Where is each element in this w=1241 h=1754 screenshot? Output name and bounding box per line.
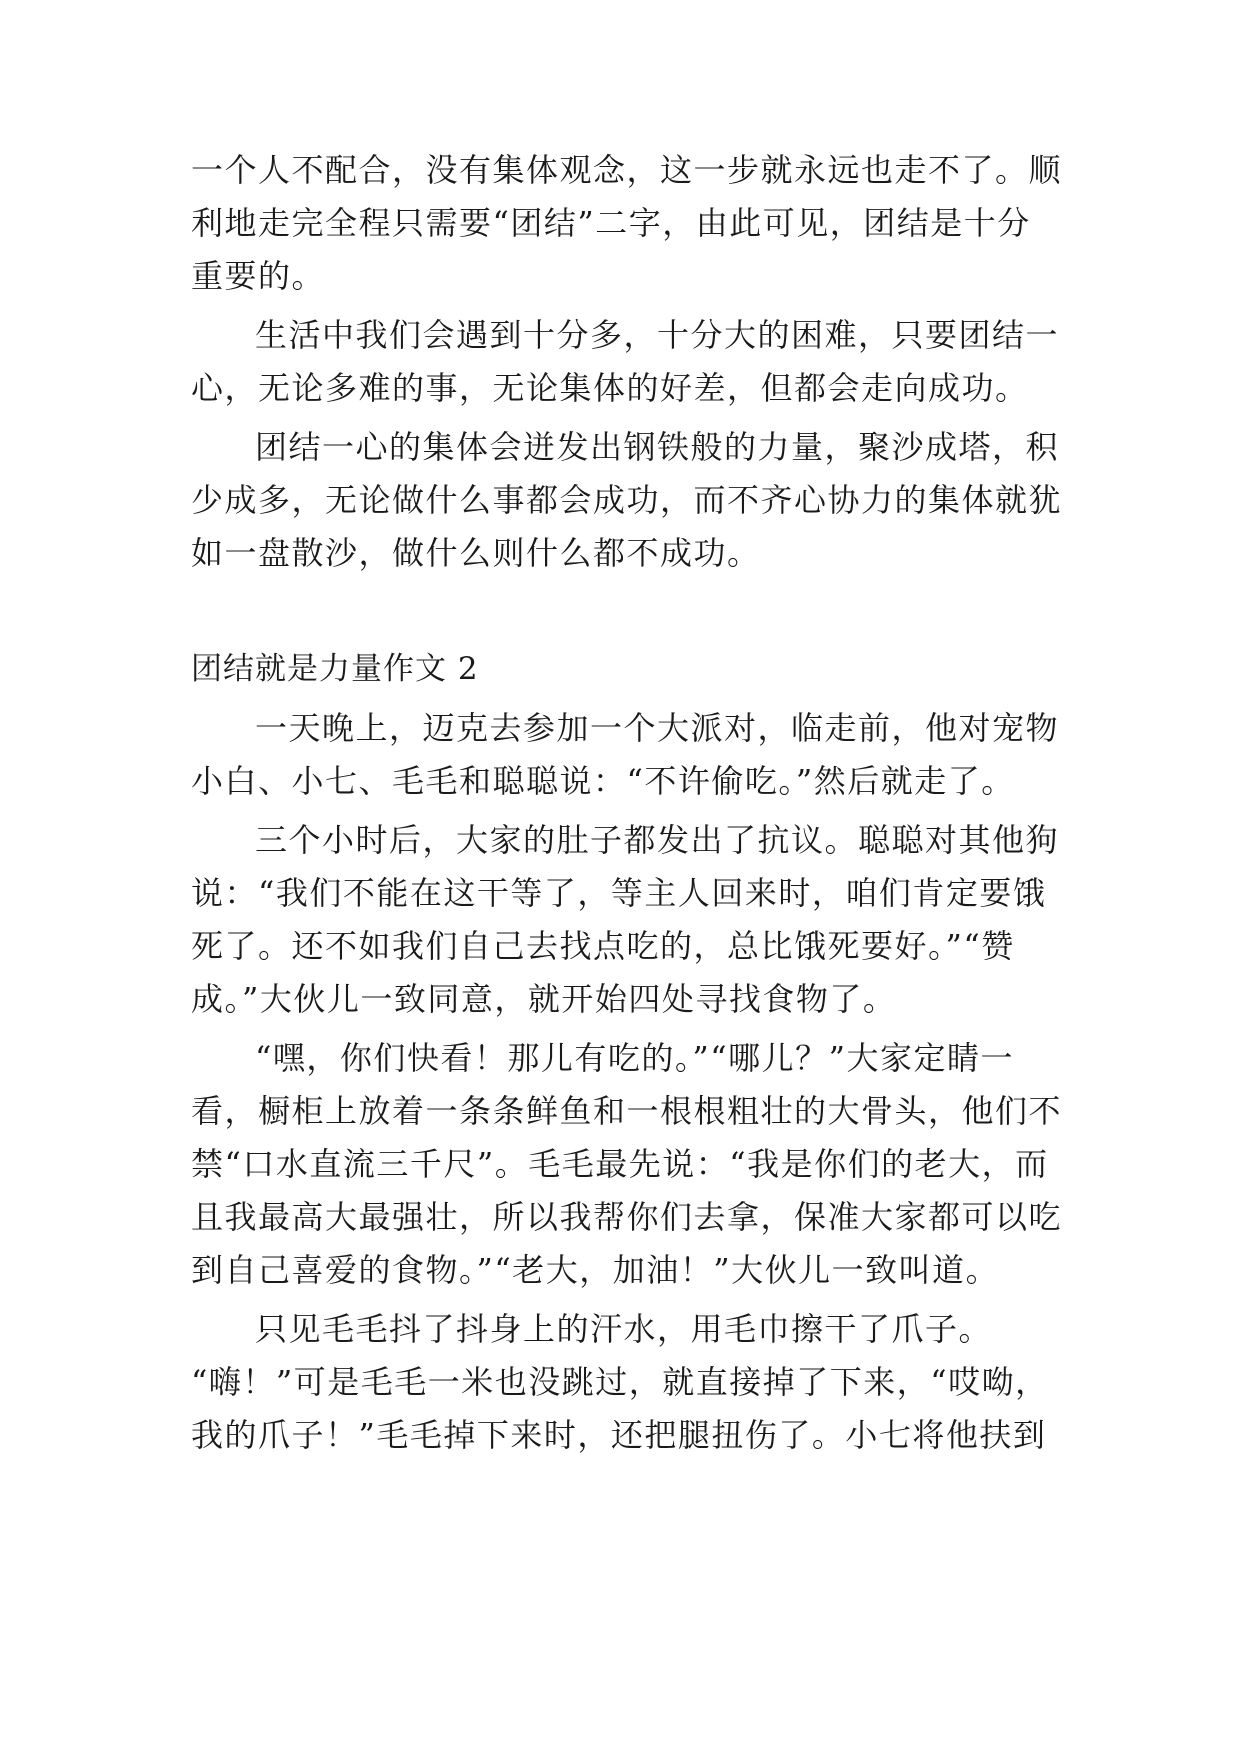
text-line: 禁“口水直流三千尺”。毛毛最先说：“我是你们的老大，而 bbox=[191, 1145, 1049, 1183]
text-line: 到自己喜爱的食物。”“老大，加油！”大伙儿一致叫道。 bbox=[191, 1251, 1000, 1289]
text-line: 一天晚上，迈克去参加一个大派对，临走前，他对宠物 bbox=[255, 709, 1060, 747]
text-line: 少成多，无论做什么事都会成功，而不齐心协力的集体就犹 bbox=[191, 481, 1063, 519]
text-line: 小白、小七、毛毛和聪聪说：“不许偷吃。”然后就走了。 bbox=[191, 762, 1015, 800]
section-title: 团结就是力量作文 2 bbox=[191, 651, 479, 687]
text-line: 心，无论多难的事，无论集体的好差，但都会走向成功。 bbox=[191, 369, 1029, 407]
text-line: 且我最高大最强壮，所以我帮你们去拿，保准大家都可以吃 bbox=[191, 1198, 1063, 1236]
text-line: 只见毛毛抖了抖身上的汗水，用毛巾擦干了爪子。 bbox=[255, 1310, 993, 1348]
text-line: 利地走完全程只需要“团结”二字，由此可见，团结是十分 bbox=[191, 204, 1031, 242]
text-line: 三个小时后，大家的肚子都发出了抗议。聪聪对其他狗 bbox=[255, 821, 1060, 859]
text-line: “嘿，你们快看！那儿有吃的。”“哪儿？”大家定睛一 bbox=[255, 1039, 1014, 1077]
text-line: 看，橱柜上放着一条条鲜鱼和一根根粗壮的大骨头，他们不 bbox=[191, 1092, 1063, 1130]
text-line: 我的爪子！”毛毛掉下来时，还把腿扭伤了。小七将他扶到 bbox=[191, 1416, 1047, 1454]
text-line: 死了。还不如我们自己去找点吃的，总比饿死要好。”“赞 bbox=[191, 927, 1015, 965]
text-line: 成。”大伙儿一致同意，就开始四处寻找食物了。 bbox=[191, 980, 897, 1018]
text-line: 生活中我们会遇到十分多，十分大的困难，只要团结一 bbox=[255, 316, 1060, 354]
text-line: “嗨！”可是毛毛一米也没跳过，就直接掉了下来，“哎呦， bbox=[191, 1363, 1049, 1401]
text-line: 重要的。 bbox=[191, 257, 326, 295]
text-line: 一个人不配合，没有集体观念，这一步就永远也走不了。顺 bbox=[191, 151, 1063, 189]
text-line: 如一盘散沙，做什么则什么都不成功。 bbox=[191, 534, 761, 572]
text-line: 团结一心的集体会迸发出钢铁般的力量，聚沙成塔，积 bbox=[255, 428, 1060, 466]
text-line: 说：“我们不能在这干等了，等主人回来时，咱们肯定要饿 bbox=[191, 874, 1047, 912]
